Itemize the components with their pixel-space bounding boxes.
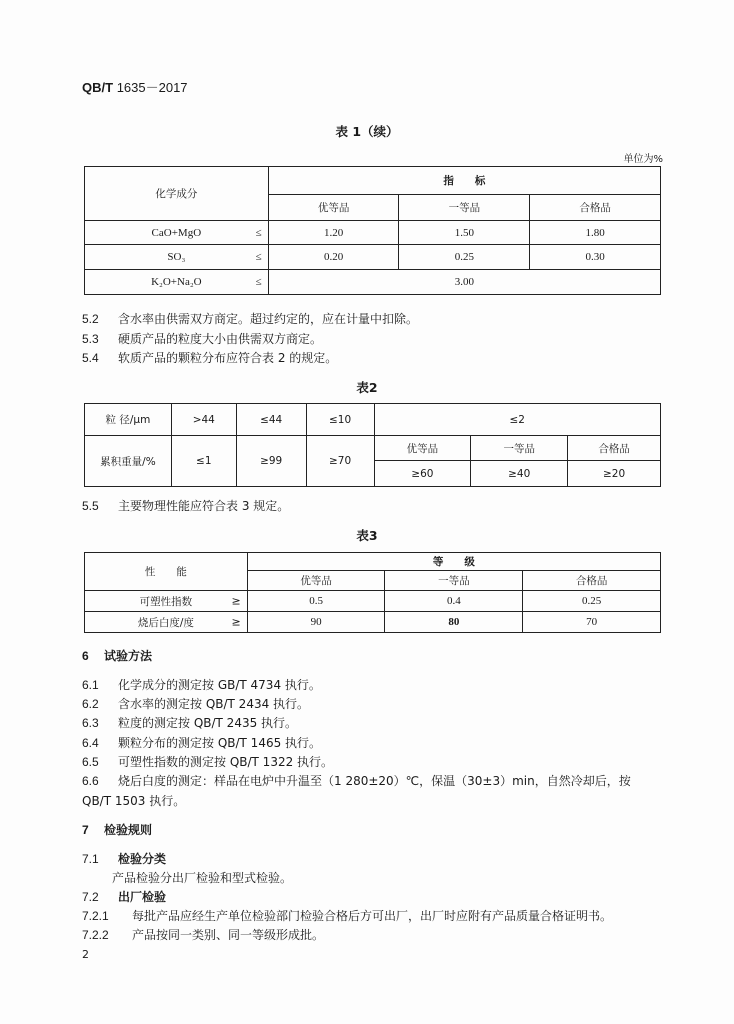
row-symbol: ≥ [231, 594, 241, 608]
row-symbol: ≤ [255, 276, 262, 288]
standard-prefix: QB/T [82, 80, 114, 95]
table2-grade-3: 合格品 [568, 436, 661, 461]
row-name: CaO+MgO [151, 226, 202, 239]
table-cell: >44 [171, 404, 236, 436]
table-row [85, 591, 661, 612]
table3-title: 表3 [356, 528, 378, 543]
table2-grade-2: 一等品 [471, 436, 568, 461]
row-name: 烧后白度/度 [137, 616, 194, 629]
table-cell: 0.4 [385, 591, 523, 612]
table1-unit: 单位为% [623, 154, 663, 165]
table-cell: 1.20 [268, 221, 399, 245]
para-5-3: 5.3 硬质产品的粒度大小由供需双方商定。 [82, 332, 323, 346]
para-6-3: 6.3 粒度的测定按 QB/T 2435 执行。 [82, 716, 298, 730]
table-cell-merged: 3.00 [268, 270, 660, 295]
table-cell: 70 [523, 612, 661, 633]
table-cell: ≥99 [236, 436, 306, 487]
row-symbol: ≤ [255, 226, 262, 239]
para-7-1-body: 产品检验分出厂检验和型式检验。 [112, 871, 293, 885]
table1-title: 表 1（续） [335, 124, 399, 139]
table-cell: 0.25 [399, 245, 530, 270]
table-cell: ≥20 [568, 461, 661, 487]
table-cell: ≥60 [374, 461, 471, 487]
table-cell: 80 [385, 612, 523, 633]
para-6-4: 6.4 颗粒分布的测定按 QB/T 1465 执行。 [82, 736, 322, 750]
para-7-1: 7.1 检验分类 [82, 852, 167, 866]
para-5-2: 5.2 含水率由供需双方商定。超过约定的，应在计量中扣除。 [82, 312, 419, 326]
document-code [82, 77, 188, 96]
para-6-6: 6.6 烧后白度的测定：样品在电炉中升温至（1 280±20）℃，保温（30±3）min，自然冷却后，按 [82, 774, 631, 788]
table-cell: 0.30 [530, 245, 661, 270]
table-row [85, 612, 661, 633]
para-7-2-2: 7.2.2 产品按同一类别、同一等级形成批。 [82, 928, 325, 942]
table1-header-index: 指 标 [268, 167, 660, 195]
table1-grade-1: 优等品 [268, 195, 399, 221]
table3 [84, 552, 661, 633]
section-7-heading: 7 检验规则 [82, 823, 153, 837]
table-cell: ≥70 [306, 436, 374, 487]
table-cell: 1.50 [399, 221, 530, 245]
table-cell: 1.80 [530, 221, 661, 245]
table-cell: ≥40 [471, 461, 568, 487]
table3-grade-3: 合格品 [523, 571, 661, 591]
table2-grade-1: 优等品 [374, 436, 471, 461]
table1 [84, 166, 661, 295]
table3-grade-1: 优等品 [247, 571, 385, 591]
para-5-5: 5.5 主要物理性能应符合表 3 规定。 [82, 499, 290, 513]
table-cell: ≤10 [306, 404, 374, 436]
table-row [85, 245, 661, 270]
table-cell: 0.25 [523, 591, 661, 612]
table-cell: 90 [247, 612, 385, 633]
table3-header-property: 性 能 [85, 553, 248, 591]
row-symbol: ≤ [255, 251, 262, 263]
para-6-5: 6.5 可塑性指数的测定按 QB/T 1322 执行。 [82, 755, 334, 769]
para-6-6-continued: QB/T 1503 执行。 [82, 794, 186, 808]
table1-grade-3: 合格品 [530, 195, 661, 221]
standard-number: 1635－2017 [116, 80, 188, 95]
table-cell: 0.20 [268, 245, 399, 270]
para-6-2: 6.2 含水率的测定按 QB/T 2434 执行。 [82, 697, 310, 711]
table-cell: ≤44 [236, 404, 306, 436]
para-6-1: 6.1 化学成分的测定按 GB/T 4734 执行。 [82, 678, 321, 692]
table3-header-grade: 等 级 [247, 553, 660, 571]
table-row [85, 221, 661, 245]
table1-header-component: 化学成分 [85, 167, 269, 221]
row-name: K₂O+Na₂O [151, 276, 202, 288]
table2-row2-label: 累积重量/% [85, 436, 172, 487]
table2-title: 表2 [356, 380, 378, 395]
page-number: 2 [82, 948, 89, 961]
row-name: SO₃ [167, 251, 186, 263]
para-5-4: 5.4 软质产品的颗粒分布应符合表 2 的规定。 [82, 351, 338, 365]
table2 [84, 403, 661, 487]
table2-row1-label: 粒 径/μm [85, 404, 172, 436]
table-row [85, 270, 661, 295]
table-cell: 0.5 [247, 591, 385, 612]
para-7-2: 7.2 出厂检验 [82, 890, 167, 904]
table-cell: ≤1 [171, 436, 236, 487]
table-cell: ≤2 [374, 404, 661, 436]
para-7-2-1: 7.2.1 每批产品应经生产单位检验部门检验合格后方可出厂，出厂时应附有产品质量合格证明书。 [82, 909, 613, 923]
table1-grade-2: 一等品 [399, 195, 530, 221]
table3-grade-2: 一等品 [385, 571, 523, 591]
row-symbol: ≥ [231, 615, 241, 629]
row-name: 可塑性指数 [139, 595, 193, 608]
section-6-heading: 6 试验方法 [82, 649, 153, 663]
